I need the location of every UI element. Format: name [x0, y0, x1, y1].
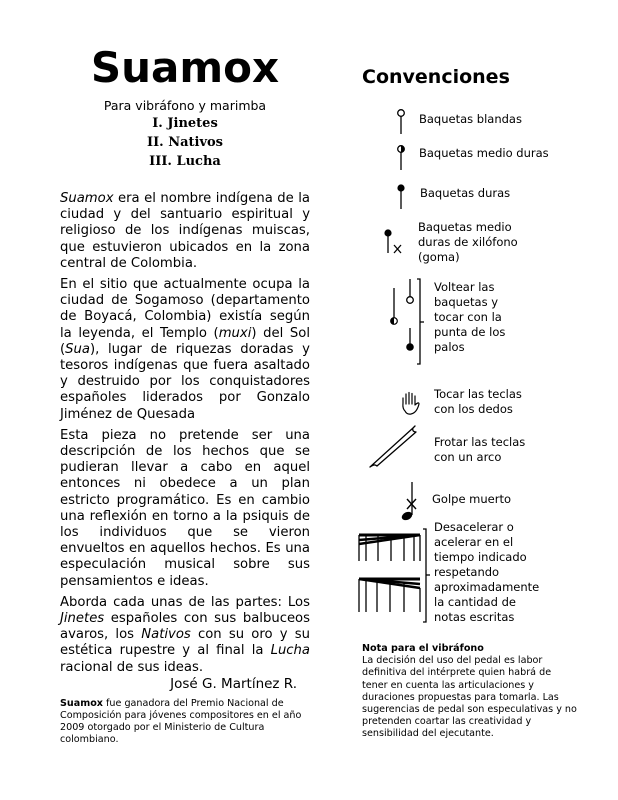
paragraph	[60, 191, 310, 272]
bow-label	[434, 435, 525, 465]
instrumentation: Para vibráfono y marimba	[103, 98, 267, 113]
paragraph	[60, 277, 310, 423]
note-text: La decisión del uso del pedal es labor definitiva del intérprete quien habrá de tener en cuenta las articulaciones y duraciones propuestas para tomarla. Las sugerencias de pedal son especulativas y no pretenden coartar las creatividad y sensibilidad del ejecutante.	[362, 655, 577, 740]
text-run: con su oro y su estética rupestre y al final la	[60, 627, 311, 659]
label-line: la cantidad de	[434, 595, 516, 609]
text-run: era el nombre indígena de la ciudad y del santuario espiritual y religioso de los indígenas muiscas, que estuvieron ubicados en la zona central de Colombia.	[60, 191, 310, 271]
label-line: aproximadamente	[434, 580, 540, 594]
label-line: baquetas y	[434, 295, 499, 309]
italic-term: muxi	[218, 325, 252, 341]
dead-stroke-label: Golpe muerto	[432, 492, 512, 506]
label-line: Frotar las teclas	[434, 435, 526, 449]
composer-name: José G. Martínez R.	[170, 676, 297, 692]
award-title: Suamox	[60, 698, 103, 709]
text-run: En el sitio que actualmente ocupa la ciudad de Sogamoso (departamento de Boyacá, Colombia) existía según la leyenda, el Templo (	[60, 277, 310, 341]
label-line: palos	[434, 340, 465, 354]
soft-mallet-icon	[395, 108, 407, 134]
italic-term: Nativos	[141, 627, 191, 643]
hard-mallet-icon	[395, 183, 407, 209]
note-title: Nota para el vibráfono	[362, 643, 484, 654]
program-notes	[60, 191, 310, 681]
italic-term: Sua	[65, 341, 90, 357]
text-run: ), lugar de riquezas doradas y tesoros indígenas que fuera asaltado y destruido por los conquistadores españoles liderados por Gonzalo Jiménez de Quesada	[60, 341, 310, 422]
feathered-beam-label	[434, 520, 539, 625]
label-line: tocar con la	[434, 310, 502, 324]
italic-term: Jinetes	[60, 611, 105, 627]
label-line: acelerar en el	[434, 535, 514, 549]
label-line: con los dedos	[434, 402, 513, 416]
vibraphone-note	[362, 643, 577, 741]
label-line: Voltear las	[434, 280, 495, 294]
label-line: Baquetas medio	[418, 220, 512, 234]
feathered-beam-icon	[358, 528, 430, 623]
medium-hard-mallet-icon	[395, 143, 407, 169]
dead-stroke-icon	[400, 482, 418, 522]
label-line: tiempo indicado	[434, 550, 527, 564]
movement-2: II. Nativos	[146, 135, 223, 150]
reverse-mallets-icon	[388, 278, 428, 368]
movement-1: I. Jinetes	[152, 116, 218, 131]
hard-mallets-label: Baquetas duras	[420, 186, 511, 200]
text-run: Aborda cada unas de las partes: Los	[60, 594, 310, 610]
bow-icon	[369, 425, 419, 470]
medium-hard-mallets-label: Baquetas medio duras	[419, 146, 549, 160]
label-line: Desacelerar o	[434, 520, 514, 534]
hand-label	[434, 387, 522, 417]
paragraph	[60, 595, 310, 676]
text-run: racional de sus ideas.	[60, 659, 204, 675]
paragraph	[60, 428, 310, 590]
conventions-title: Convenciones	[362, 66, 510, 88]
label-line: con un arco	[434, 450, 502, 464]
movement-3: III. Lucha	[149, 154, 221, 169]
reverse-mallets-label	[434, 280, 505, 355]
label-line: notas escritas	[434, 610, 515, 624]
soft-mallets-label: Baquetas blandas	[419, 112, 522, 126]
label-line: (goma)	[418, 250, 460, 264]
xylophone-mallets-label	[418, 220, 518, 265]
label-line: duras de xilófono	[418, 235, 518, 249]
italic-term: Suamox	[60, 191, 114, 206]
label-line: Tocar las teclas	[434, 387, 522, 401]
xylophone-mallet-icon	[382, 225, 406, 255]
italic-term: Lucha	[270, 643, 310, 659]
award-note	[60, 698, 310, 746]
label-line: punta de los	[434, 325, 506, 339]
text-run: españoles con sus balbuceos avaros, los	[60, 611, 310, 643]
award-text: fue ganadora del Premio Nacional de Composición para jóvenes compositores en el año 2009 otorgado por el Ministerio de Cultura colombiano.	[60, 698, 302, 745]
text-run: Esta pieza no pretende ser una descripción de los hechos que se pudieran llevar a cabo en aquel entonces ni obedece a un plan estricto programático. Es en cambio una reflexión en torno a la psiquis de los individuos que se vieron envueltos en aquellos hechos. Es una especulación musical sobre sus pensamientos e ideas.	[60, 427, 310, 589]
piece-title: Suamox	[90, 43, 280, 92]
label-line: respetando	[434, 565, 500, 579]
text-run: ) del Sol (	[60, 325, 310, 357]
hand-icon	[400, 391, 422, 417]
